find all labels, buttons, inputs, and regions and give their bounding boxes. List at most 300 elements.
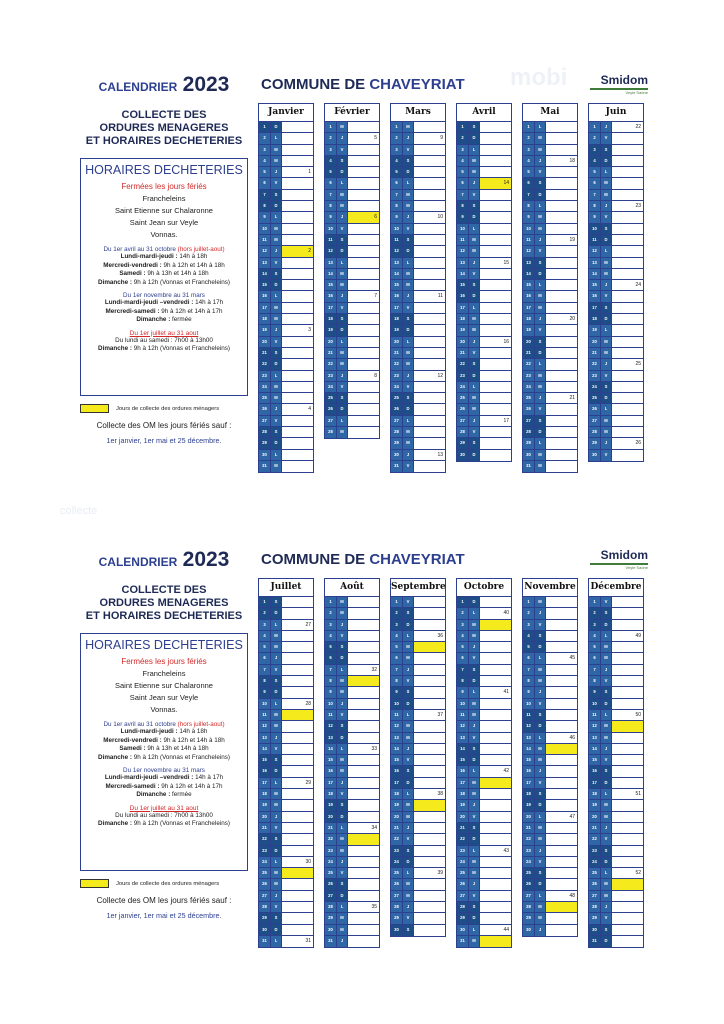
day-number: 12 — [523, 721, 535, 731]
schedule-days: Mercredi-vendredi : — [103, 261, 162, 269]
commune-prefix: COMMUNE DE — [261, 551, 366, 568]
day-letter: M — [601, 416, 612, 426]
site-item: Francheleins — [142, 194, 186, 203]
day-cell — [282, 891, 313, 901]
day-letter: V — [403, 755, 414, 765]
day-row — [325, 710, 379, 721]
day-cell — [612, 631, 643, 641]
day-number: 12 — [589, 246, 601, 256]
month-column — [522, 103, 578, 473]
day-row — [457, 404, 511, 415]
day-number: 28 — [589, 427, 601, 437]
calendar-title — [80, 73, 248, 97]
day-row — [259, 371, 313, 382]
day-number: 23 — [259, 371, 271, 381]
day-number: 31 — [391, 461, 403, 472]
day-number: 3 — [457, 620, 469, 630]
schedule-hours: 9h à 12h (Vonnas et Francheleins) — [133, 278, 230, 286]
day-letter: S — [403, 687, 414, 697]
day-number: 14 — [457, 269, 469, 279]
day-number: 25 — [523, 393, 535, 403]
day-letter: M — [601, 879, 612, 889]
day-row — [325, 891, 379, 902]
day-cell — [414, 676, 445, 686]
week-number: 9 — [440, 135, 443, 142]
day-letter: M — [469, 235, 480, 245]
day-row — [523, 812, 577, 823]
day-row — [391, 823, 445, 834]
day-letter: M — [535, 755, 546, 765]
day-letter: S — [337, 879, 348, 889]
day-number: 2 — [523, 133, 535, 143]
schedule-days: Dimanche : — [98, 820, 132, 827]
day-number: 3 — [523, 145, 535, 155]
schedule-line — [84, 308, 244, 317]
day-number: 29 — [589, 913, 601, 923]
day-row — [457, 755, 511, 766]
day-number: 9 — [523, 687, 535, 697]
day-row — [523, 857, 577, 868]
week-number: 1 — [308, 169, 311, 176]
day-number: 22 — [589, 359, 601, 369]
day-number: 21 — [325, 348, 337, 358]
day-row — [457, 733, 511, 744]
day-cell — [612, 314, 643, 324]
day-letter: D — [469, 755, 480, 765]
day-row — [325, 416, 379, 427]
day-letter: L — [337, 337, 348, 347]
day-cell — [348, 879, 379, 889]
day-number: 10 — [457, 699, 469, 709]
collection-day-cell — [282, 868, 313, 878]
day-row — [457, 608, 511, 619]
day-row — [259, 269, 313, 280]
day-row — [391, 235, 445, 246]
commune-prefix: COMMUNE DE — [261, 76, 366, 93]
day-cell — [414, 122, 445, 132]
day-row — [325, 393, 379, 404]
day-cell — [348, 167, 379, 177]
week-number: 51 — [635, 791, 641, 798]
day-number: 23 — [391, 371, 403, 381]
day-row — [589, 642, 643, 653]
day-number: 8 — [325, 676, 337, 686]
day-row — [589, 687, 643, 698]
day-letter: J — [535, 393, 546, 403]
day-number: 15 — [259, 755, 271, 765]
day-row — [523, 620, 577, 631]
day-row — [391, 879, 445, 890]
day-row — [589, 269, 643, 280]
day-number: 23 — [325, 371, 337, 381]
day-cell — [546, 789, 577, 799]
day-letter: D — [403, 857, 414, 867]
day-cell — [282, 235, 313, 245]
day-row — [457, 303, 511, 314]
schedule-line — [84, 316, 244, 325]
day-cell — [546, 642, 577, 652]
day-row — [259, 212, 313, 223]
day-number: 27 — [325, 416, 337, 426]
day-row — [259, 710, 313, 721]
day-cell — [612, 800, 643, 810]
commune-title — [261, 551, 465, 568]
day-letter: L — [601, 246, 612, 256]
day-cell — [612, 812, 643, 822]
day-letter: V — [469, 269, 480, 279]
day-cell — [414, 291, 445, 301]
day-row — [457, 348, 511, 359]
day-row — [523, 925, 577, 936]
day-cell — [546, 371, 577, 381]
day-number: 18 — [325, 789, 337, 799]
day-row — [523, 834, 577, 845]
day-letter: S — [469, 744, 480, 754]
day-cell — [282, 913, 313, 923]
day-letter: L — [535, 653, 546, 663]
day-row — [457, 710, 511, 721]
day-row — [325, 201, 379, 212]
day-number: 14 — [391, 744, 403, 754]
day-cell — [480, 710, 511, 720]
day-row — [325, 687, 379, 698]
day-row — [391, 280, 445, 291]
day-cell — [282, 416, 313, 426]
day-letter: M — [271, 303, 282, 313]
day-list — [522, 596, 578, 937]
day-cell — [414, 665, 445, 675]
day-row — [325, 766, 379, 777]
week-number: 13 — [437, 451, 443, 458]
day-row — [523, 156, 577, 167]
day-row — [523, 766, 577, 777]
day-number: 29 — [259, 438, 271, 448]
day-letter: V — [337, 145, 348, 155]
day-letter: M — [403, 122, 414, 132]
day-row — [391, 608, 445, 619]
day-number: 14 — [259, 269, 271, 279]
smidom-logo — [590, 73, 648, 95]
day-letter: D — [535, 879, 546, 889]
day-list — [258, 121, 314, 473]
day-row — [325, 699, 379, 710]
day-row — [391, 891, 445, 902]
day-letter: M — [469, 620, 480, 630]
day-row — [457, 450, 511, 461]
collecte-line-2: ORDURES MENAGERES — [99, 597, 229, 609]
day-cell — [546, 778, 577, 788]
schedule-hours: 9h à 13h et 14h à 18h — [147, 745, 209, 752]
day-letter: L — [271, 699, 282, 709]
day-number: 3 — [325, 145, 337, 155]
week-number: 19 — [569, 236, 575, 243]
week-number: 4 — [308, 406, 311, 413]
day-cell — [282, 291, 313, 301]
day-letter: L — [469, 145, 480, 155]
day-number: 19 — [259, 800, 271, 810]
day-number: 10 — [523, 224, 535, 234]
day-row — [391, 359, 445, 370]
day-cell — [348, 789, 379, 799]
day-number: 4 — [391, 631, 403, 641]
day-row — [325, 246, 379, 257]
day-cell — [348, 314, 379, 324]
day-row — [523, 212, 577, 223]
day-cell — [348, 812, 379, 822]
schedule-line — [84, 299, 244, 308]
day-row — [457, 314, 511, 325]
day-cell — [282, 314, 313, 324]
day-number: 10 — [391, 699, 403, 709]
day-number: 5 — [589, 167, 601, 177]
day-number: 7 — [457, 665, 469, 675]
day-number: 10 — [457, 224, 469, 234]
day-row — [589, 122, 643, 133]
day-cell — [348, 371, 379, 381]
day-row — [589, 201, 643, 212]
day-row — [259, 676, 313, 687]
day-number: 25 — [391, 868, 403, 878]
day-letter: V — [403, 145, 414, 155]
day-cell — [612, 427, 643, 437]
day-cell — [414, 631, 445, 641]
day-number: 6 — [325, 178, 337, 188]
day-letter: M — [271, 710, 282, 720]
day-number: 9 — [523, 212, 535, 222]
day-number: 24 — [457, 857, 469, 867]
day-number: 28 — [457, 427, 469, 437]
day-number: 22 — [325, 359, 337, 369]
day-number: 25 — [589, 393, 601, 403]
closed-holidays: Fermées les jours fériés — [121, 657, 207, 666]
day-letter: S — [337, 642, 348, 652]
day-letter: V — [337, 303, 348, 313]
collecte-line-1: COLLECTE DES — [121, 584, 207, 596]
day-cell — [480, 122, 511, 132]
day-letter: D — [535, 427, 546, 437]
day-row — [391, 620, 445, 631]
day-row — [325, 212, 379, 223]
day-letter: D — [271, 687, 282, 697]
day-cell — [348, 755, 379, 765]
day-letter: L — [403, 710, 414, 720]
day-row — [589, 834, 643, 845]
day-letter: M — [403, 891, 414, 901]
day-row — [259, 291, 313, 302]
day-cell — [612, 710, 643, 720]
day-row — [457, 665, 511, 676]
day-row — [259, 314, 313, 325]
week-number: 11 — [437, 293, 443, 300]
day-row — [457, 834, 511, 845]
month-name: Juillet — [258, 578, 314, 596]
day-number: 24 — [325, 857, 337, 867]
schedule-line — [84, 754, 244, 763]
day-letter: M — [469, 936, 480, 947]
day-letter: S — [403, 608, 414, 618]
day-number: 2 — [589, 608, 601, 618]
day-cell — [480, 201, 511, 211]
day-number: 22 — [457, 359, 469, 369]
day-letter: M — [337, 280, 348, 290]
day-letter: J — [337, 936, 348, 947]
day-number: 30 — [259, 450, 271, 460]
day-letter: M — [271, 642, 282, 652]
day-cell — [348, 246, 379, 256]
day-cell — [414, 167, 445, 177]
day-letter: S — [403, 235, 414, 245]
day-number: 18 — [523, 314, 535, 324]
summer-title: Du 1er juillet au 31 aout — [129, 329, 199, 337]
day-letter: L — [535, 891, 546, 901]
day-cell — [414, 597, 445, 607]
week-number: 17 — [503, 417, 509, 424]
day-row — [457, 868, 511, 879]
day-number: 1 — [325, 597, 337, 607]
day-row — [391, 122, 445, 133]
day-row — [457, 291, 511, 302]
day-cell — [546, 212, 577, 222]
day-letter: D — [601, 778, 612, 788]
day-row — [523, 246, 577, 257]
day-letter: M — [337, 676, 348, 686]
day-row — [391, 133, 445, 144]
day-row — [523, 823, 577, 834]
day-number: 12 — [259, 246, 271, 256]
day-row — [523, 744, 577, 755]
day-cell — [282, 280, 313, 290]
day-letter: S — [535, 710, 546, 720]
day-number: 21 — [589, 823, 601, 833]
day-letter: M — [337, 834, 348, 844]
day-cell — [612, 620, 643, 630]
day-letter: J — [469, 258, 480, 268]
day-row — [457, 269, 511, 280]
day-cell — [546, 699, 577, 709]
day-cell — [414, 778, 445, 788]
day-row — [589, 925, 643, 936]
collection-day-cell — [546, 744, 577, 754]
day-cell — [480, 597, 511, 607]
day-number: 27 — [523, 891, 535, 901]
day-row — [457, 812, 511, 823]
day-number: 31 — [589, 936, 601, 947]
day-row — [391, 190, 445, 201]
day-cell — [348, 122, 379, 132]
day-cell — [348, 653, 379, 663]
day-cell — [348, 190, 379, 200]
day-cell — [282, 212, 313, 222]
schedule-days: Lundi-mardi-jeudi : — [120, 253, 178, 260]
day-number: 21 — [457, 348, 469, 358]
day-cell — [546, 461, 577, 472]
day-row — [589, 744, 643, 755]
day-cell — [612, 891, 643, 901]
day-number: 7 — [259, 665, 271, 675]
day-cell — [480, 314, 511, 324]
day-number: 28 — [259, 902, 271, 912]
day-number: 15 — [325, 280, 337, 290]
day-row — [523, 280, 577, 291]
day-letter: L — [469, 224, 480, 234]
day-number: 24 — [325, 382, 337, 392]
day-number: 6 — [391, 178, 403, 188]
day-letter: J — [535, 766, 546, 776]
day-letter: V — [601, 755, 612, 765]
day-letter: V — [469, 733, 480, 743]
week-number: 28 — [305, 700, 311, 707]
day-row — [325, 879, 379, 890]
day-cell — [282, 620, 313, 630]
day-number: 20 — [391, 337, 403, 347]
day-number: 11 — [457, 710, 469, 720]
day-cell — [348, 258, 379, 268]
day-letter: D — [469, 212, 480, 222]
day-number: 2 — [391, 133, 403, 143]
day-cell — [282, 133, 313, 143]
day-number: 5 — [457, 642, 469, 652]
day-letter: D — [271, 201, 282, 211]
collection-day-cell — [282, 246, 313, 256]
site-list — [84, 193, 244, 241]
day-cell — [414, 145, 445, 155]
day-letter: L — [601, 404, 612, 414]
day-letter: J — [403, 291, 414, 301]
day-letter: J — [469, 337, 480, 347]
schedule-line — [84, 270, 244, 279]
week-number: 48 — [569, 892, 575, 899]
day-row — [391, 733, 445, 744]
day-row — [391, 450, 445, 461]
day-cell — [348, 620, 379, 630]
day-cell — [612, 642, 643, 652]
day-letter: V — [601, 597, 612, 607]
day-row — [457, 699, 511, 710]
period-1-dates: Du 1er avril au 31 octobre — [103, 721, 176, 728]
day-letter: J — [469, 721, 480, 731]
schedule-hours: 14h à 18h — [179, 728, 208, 735]
day-row — [259, 925, 313, 936]
day-row — [523, 382, 577, 393]
site-item: Saint Etienne sur Chalaronne — [115, 206, 213, 215]
day-letter: V — [601, 212, 612, 222]
day-row — [589, 857, 643, 868]
day-number: 10 — [325, 699, 337, 709]
day-number: 11 — [259, 710, 271, 720]
week-number: 31 — [305, 937, 311, 944]
day-cell — [348, 133, 379, 143]
day-number: 27 — [391, 891, 403, 901]
collection-day-cell — [480, 620, 511, 630]
day-row — [589, 167, 643, 178]
day-cell — [348, 597, 379, 607]
day-number: 11 — [325, 235, 337, 245]
day-letter: M — [601, 348, 612, 358]
day-letter: J — [469, 416, 480, 426]
day-letter: J — [403, 823, 414, 833]
day-cell — [612, 269, 643, 279]
day-row — [523, 371, 577, 382]
day-list — [390, 596, 446, 937]
day-row — [523, 291, 577, 302]
day-cell — [414, 404, 445, 414]
day-row — [325, 631, 379, 642]
day-row — [325, 834, 379, 845]
day-letter: M — [601, 642, 612, 652]
day-number: 17 — [589, 303, 601, 313]
day-number: 14 — [259, 744, 271, 754]
day-letter: L — [403, 789, 414, 799]
